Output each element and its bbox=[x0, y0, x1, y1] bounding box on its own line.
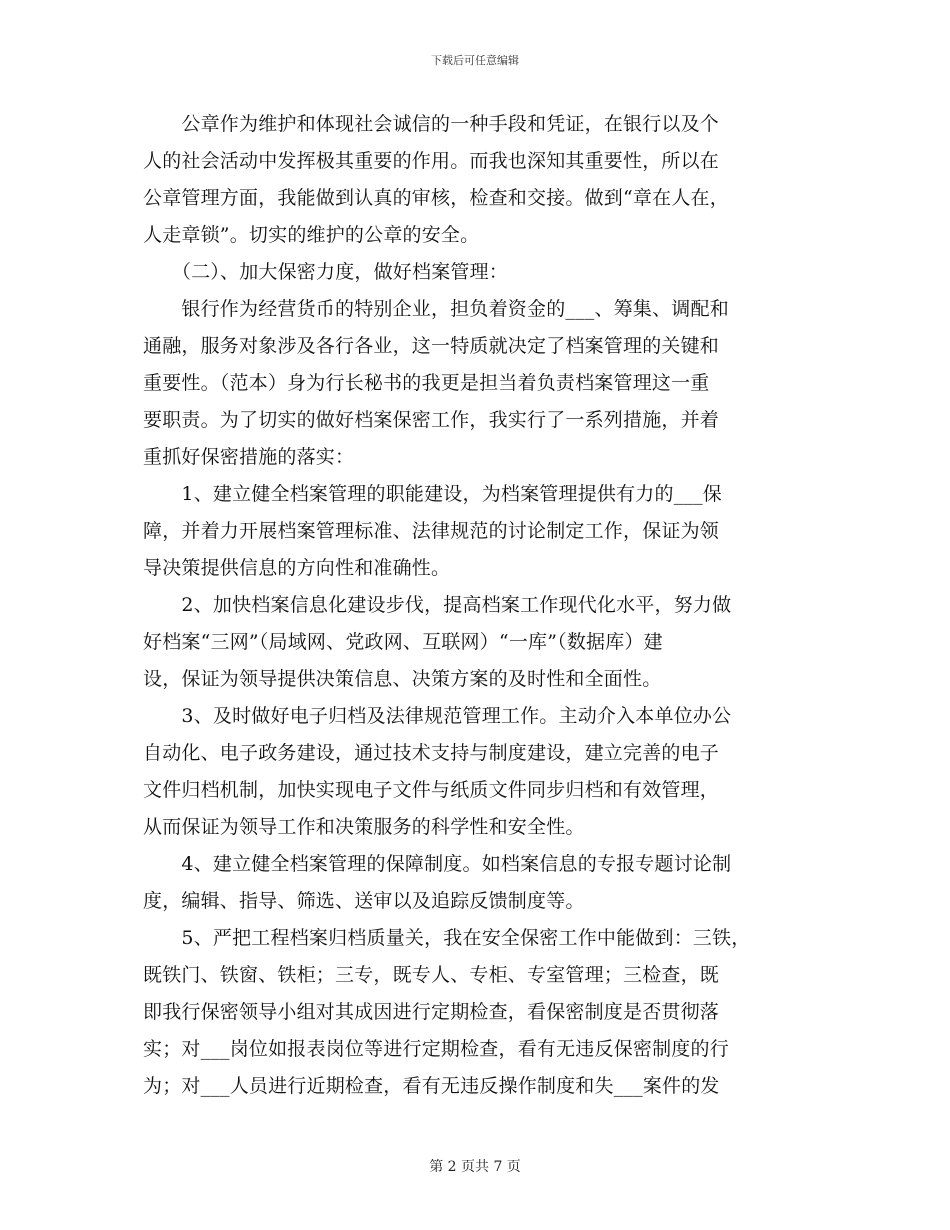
text-line: 度，编辑、指导、筛选、送审以及追踪反馈制度等。 bbox=[143, 890, 585, 912]
page-footer: 第 2 页共 7 页 bbox=[429, 1159, 521, 1175]
text-line: 好档案“三网”（局域网、党政网、互联网）“一库”（数据库）建 bbox=[143, 631, 663, 653]
text-line: 实；对___岗位如报表岗位等进行定期检查，看有无违反保密制度的行 bbox=[143, 1038, 729, 1060]
text-line: 3、及时做好电子归档及法律规范管理工作。主动介入本单位办公 bbox=[143, 705, 732, 727]
text-line: 障，并着力开展档案管理标准、法律规范的讨论制定工作，保证为领 bbox=[143, 520, 720, 542]
text-line: 重要性。（范本）身为行长秘书的我更是担当着负责档案管理这一重 bbox=[143, 372, 710, 394]
document-body bbox=[143, 106, 813, 1105]
text-line: 即我行保密领导小组对其成因进行定期检查，看保密制度是否贯彻落 bbox=[143, 1001, 720, 1023]
text-line: 5、严把工程档案归档质量关，我在安全保密工作中能做到：三铁， bbox=[143, 927, 751, 949]
text-line: 2、加快档案信息化建设步伐，提高档案工作现代化水平，努力做 bbox=[143, 594, 732, 616]
section-heading: （二）、加大保密力度，做好档案管理： bbox=[143, 261, 509, 283]
text-line: 要职责。为了切实的做好档案保密工作，我实行了一系列措施，并着 bbox=[143, 409, 720, 431]
page-header: 下载后可任意编辑 bbox=[431, 54, 519, 67]
text-line: 4、建立健全档案管理的保障制度。如档案信息的专报专题讨论制 bbox=[143, 853, 732, 875]
text-line: 公章作为维护和体现社会诚信的一种手段和凭证，在银行以及个 bbox=[143, 113, 720, 135]
text-line: 既铁门、铁窗、铁柜；三专，既专人、专柜、专室管理；三检查，既 bbox=[143, 964, 720, 986]
text-line: 人的社会活动中发挥极其重要的作用。而我也深知其重要性，所以在 bbox=[143, 150, 720, 172]
text-line: 公章管理方面，我能做到认真的审核，检查和交接。做到“章在人在， bbox=[143, 187, 729, 209]
text-line: 文件归档机制，加快实现电子文件与纸质文件同步归档和有效管理， bbox=[143, 779, 720, 801]
text-line: 设，保证为领导提供决策信息、决策方案的及时性和全面性。 bbox=[143, 668, 662, 690]
text-line: 自动化、电子政务建设，通过技术支持与制度建设，建立完善的电子 bbox=[143, 742, 720, 764]
text-line: 导决策提供信息的方向性和准确性。 bbox=[143, 557, 451, 579]
text-line: 1、建立健全档案管理的职能建设，为档案管理提供有力的___保 bbox=[143, 483, 722, 505]
text-line: 银行作为经营货币的特别企业，担负着资金的___、筹集、调配和 bbox=[143, 298, 729, 320]
text-line: 从而保证为领导工作和决策服务的科学性和安全性。 bbox=[143, 816, 585, 838]
text-line: 通融，服务对象涉及各行各业，这一特质就决定了档案管理的关键和 bbox=[143, 335, 720, 357]
text-line: 人走章锁”。切实的维护的公章的安全。 bbox=[143, 224, 480, 246]
text-line: 重抓好保密措施的落实： bbox=[143, 446, 355, 468]
text-line: 为；对___人员进行近期检查，看有无违反操作制度和失___案件的发 bbox=[143, 1075, 720, 1097]
